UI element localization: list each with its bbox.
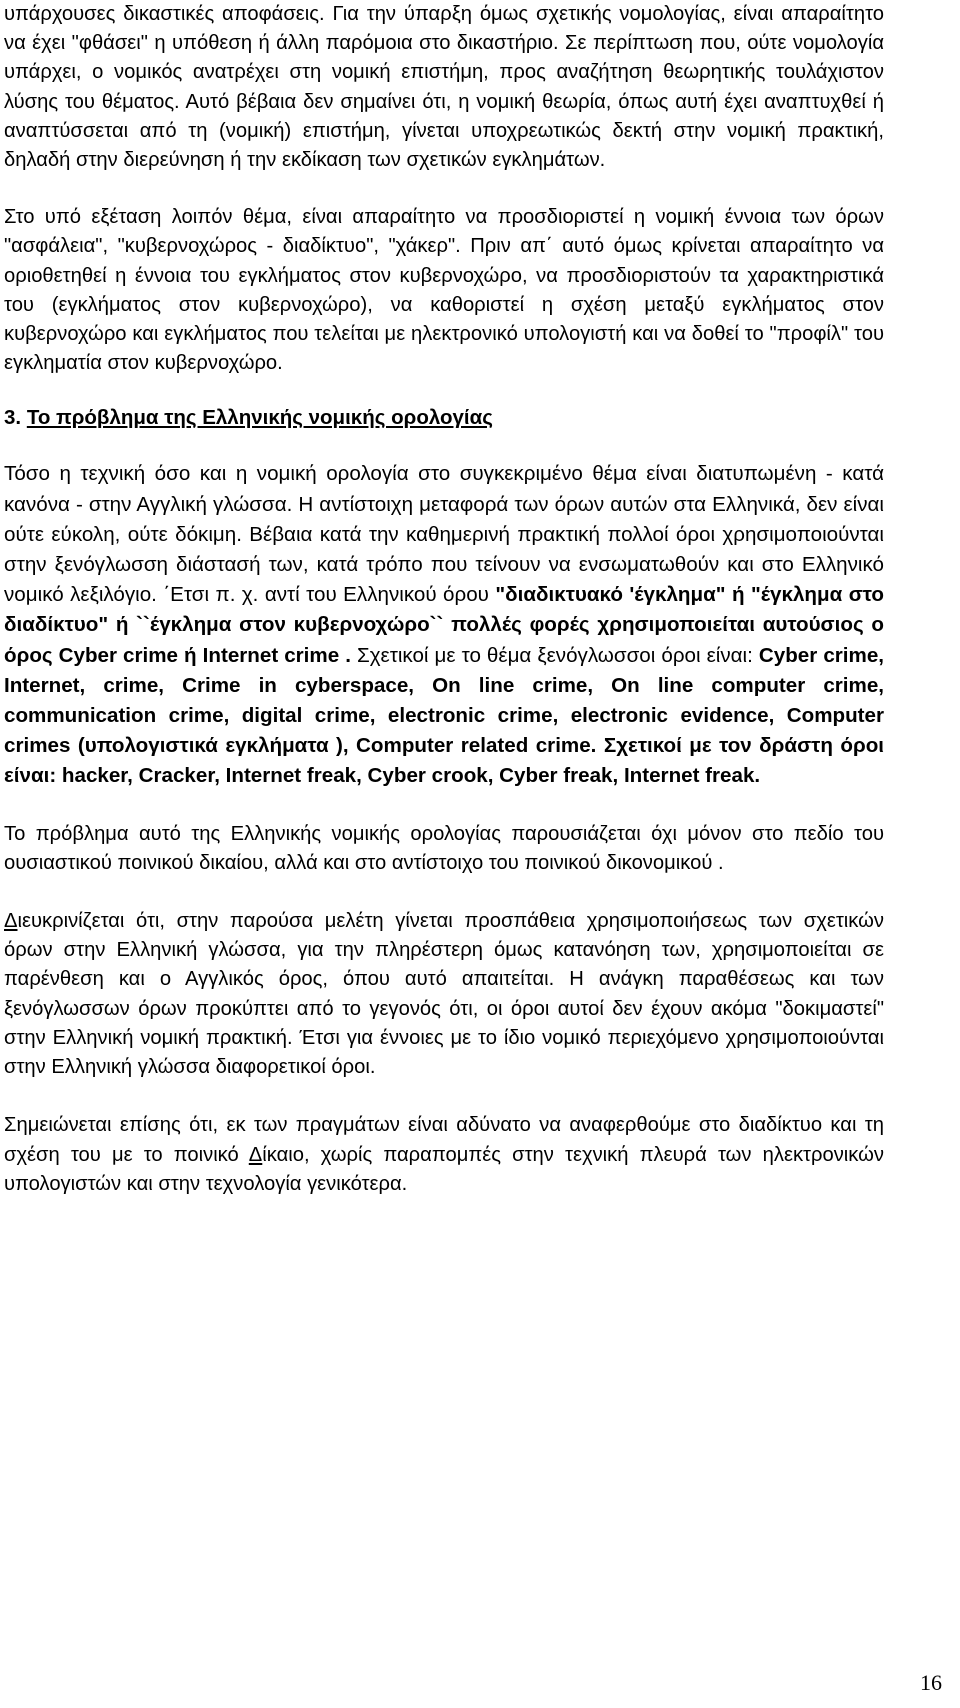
page-number: 16 (920, 1670, 942, 1695)
document-page (4, 0, 884, 1199)
section-title: Το πρόβλημα της Ελληνικής νομικής ορολογίας (26, 406, 493, 430)
clarification-text: ιευκρινίζεται ότι, στην παρούσα μελέτη γίνεται προσπάθεια χρησιμοποιήσεως των σχετικών όρων στην Ελληνική γλώσσα, για την πληρέστερη όμως κατανόηση των, χρησιμοποιείται σε παρένθεση και ο Αγγλικός όρος, όπου αυτό απαιτείται. Η ανάγκη παραθέσεως και των ξενόγλωσσων όρων προκύπτει από το γεγονός ότι, οι όροι αυτοί δεν έχουν ακόμα "δοκιμαστεί" στην Ελληνική νομική πρακτική. Έτσι για έννοιες με το ίδιο νομικό περιεχόμενο χρησιμοποιούνται στην Ελληνική γλώσσα διαφορετικοί όροι. (4, 910, 884, 1079)
paragraph-court-decisions: υπάρχουσες δικαστικές αποφάσεις. Για την ύπαρξη όμως σχετικής νομολογίας, είναι απαραίτητο να έχει "φθάσει" η υπόθεση ή άλλη παρόμοια στο δικαστήριο. Σε περίπτωση που, ούτε νομολογία υπάρχει, ο νομικός ανατρέχει στη νομική επιστήμη, προς αναζήτηση θεωρητικής τουλάχιστον λύσης του θέματος. Αυτό βέβαια δεν σημαίνει ότι, η νομική θεωρία, όπως αυτή έχει αναπτυχθεί ή αναπτύσσεται από τη (νομική) επιστήμη, γίνεται υποχρεωτικώς δεκτή στην νομική πρακτική, δηλαδή στην διερεύνηση ή την εκδίκαση των σχετικών εγκλημάτων. (4, 3, 884, 172)
paragraph-procedural-law: Το πρόβλημα αυτό της Ελληνικής νομικής ορολογίας παρουσιάζεται όχι μόνον στο πεδίο του ουσιαστικού ποινικού δικαίου, αλλά και στο αντίστοιχο του ποινικού δικονομικού . (4, 822, 884, 874)
terminology-bold-2: Cyber crime, Internet, crime, Crime in cyberspace, On line crime, On line computer crime, communication crime, digital crime, electronic crime, electronic evidence, Computer crimes (υπολογιστικά εγκλήματα ), Computer related crime. Σχετικοί με τον δράστη όροι είναι: hacker, Cracker, Internet freak, Cyber crook, Cyber freak, Internet freak. (4, 643, 884, 788)
technical-note-text-1: Σημειώνεται επίσης ότι, εκ των πραγμάτων είναι αδύνατο να αναφερθούμε στο διαδίκτυο και τη σχέση του με το ποινικό (4, 1114, 884, 1166)
paragraph-clarification (4, 907, 884, 1082)
paragraph-terminology (4, 459, 884, 791)
section-number: 3. (4, 406, 22, 430)
paragraph-legal-terms: Στο υπό εξέταση λοιπόν θέμα, είναι απαραίτητο να προσδιοριστεί η νομική έννοια των όρων "ασφάλεια", "κυβερνοχώρος - διαδίκτυο", "χάκερ". Πριν απ΄ αυτό όμως κρίνεται απαραίτητο να οριοθετηθεί η έννοια του εγκλήματος στον κυβερνοχώρο, να προσδιοριστούν τα χαρακτηριστικά του (εγκλήματος στον κυβερνοχώρο), να καθοριστεί η σχέση μεταξύ εγκλήματος στον κυβερνοχώρο και εγκλήματος που τελείται με ηλεκτρονικό υπολογιστή και να δοθεί το "προφίλ" του εγκληματία στον κυβερνοχώρο. (4, 206, 884, 375)
technical-note-text-2: ίκαιο, χωρίς παραπομπές στην τεχνική πλευρά των ηλεκτρονικών υπολογιστών και στην τεχνολογία γενικότερα. (4, 1143, 884, 1195)
paragraph-technical-note (4, 1111, 884, 1199)
technical-note-initial: Δ (248, 1143, 263, 1166)
section-heading (4, 403, 884, 432)
terminology-text-1: Τόσο η τεχνική όσο και η νομική ορολογία στο συγκεκριμένο θέμα είναι διατυπωμένη - κατά κανόνα - στην Αγγλική γλώσσα. Η αντίστοιχη μεταφορά των όρων αυτών στα Ελληνικά, δεν είναι ούτε εύκολη, ούτε δόκιμη. Βέβαια κατά την καθημερινή πρακτική πολλοί όροι χρησιμοποιούνται στην ξενόγλωσση διάστασή των, κατά τρόπο που τείνουν να ενσωματωθούν και στο Ελληνικό νομικό λεξιλόγιο. ΄Ετσι π. χ. αντί του Ελληνικού όρου (4, 462, 884, 607)
terminology-bold-1: "διαδικτυακό 'έγκλημα" ή "έγκλημα στο διαδίκτυο" ή ``έγκλημα στον κυβερνοχώρο`` πολλές φορές χρησιμοποιείται αυτούσιος ο όρος Cyber crime ή Internet crime . (4, 583, 884, 667)
clarification-initial: Δ (4, 910, 18, 933)
terminology-text-2: Σχετικοί με το θέμα ξενόγλωσσοι όροι είναι: (350, 643, 759, 667)
